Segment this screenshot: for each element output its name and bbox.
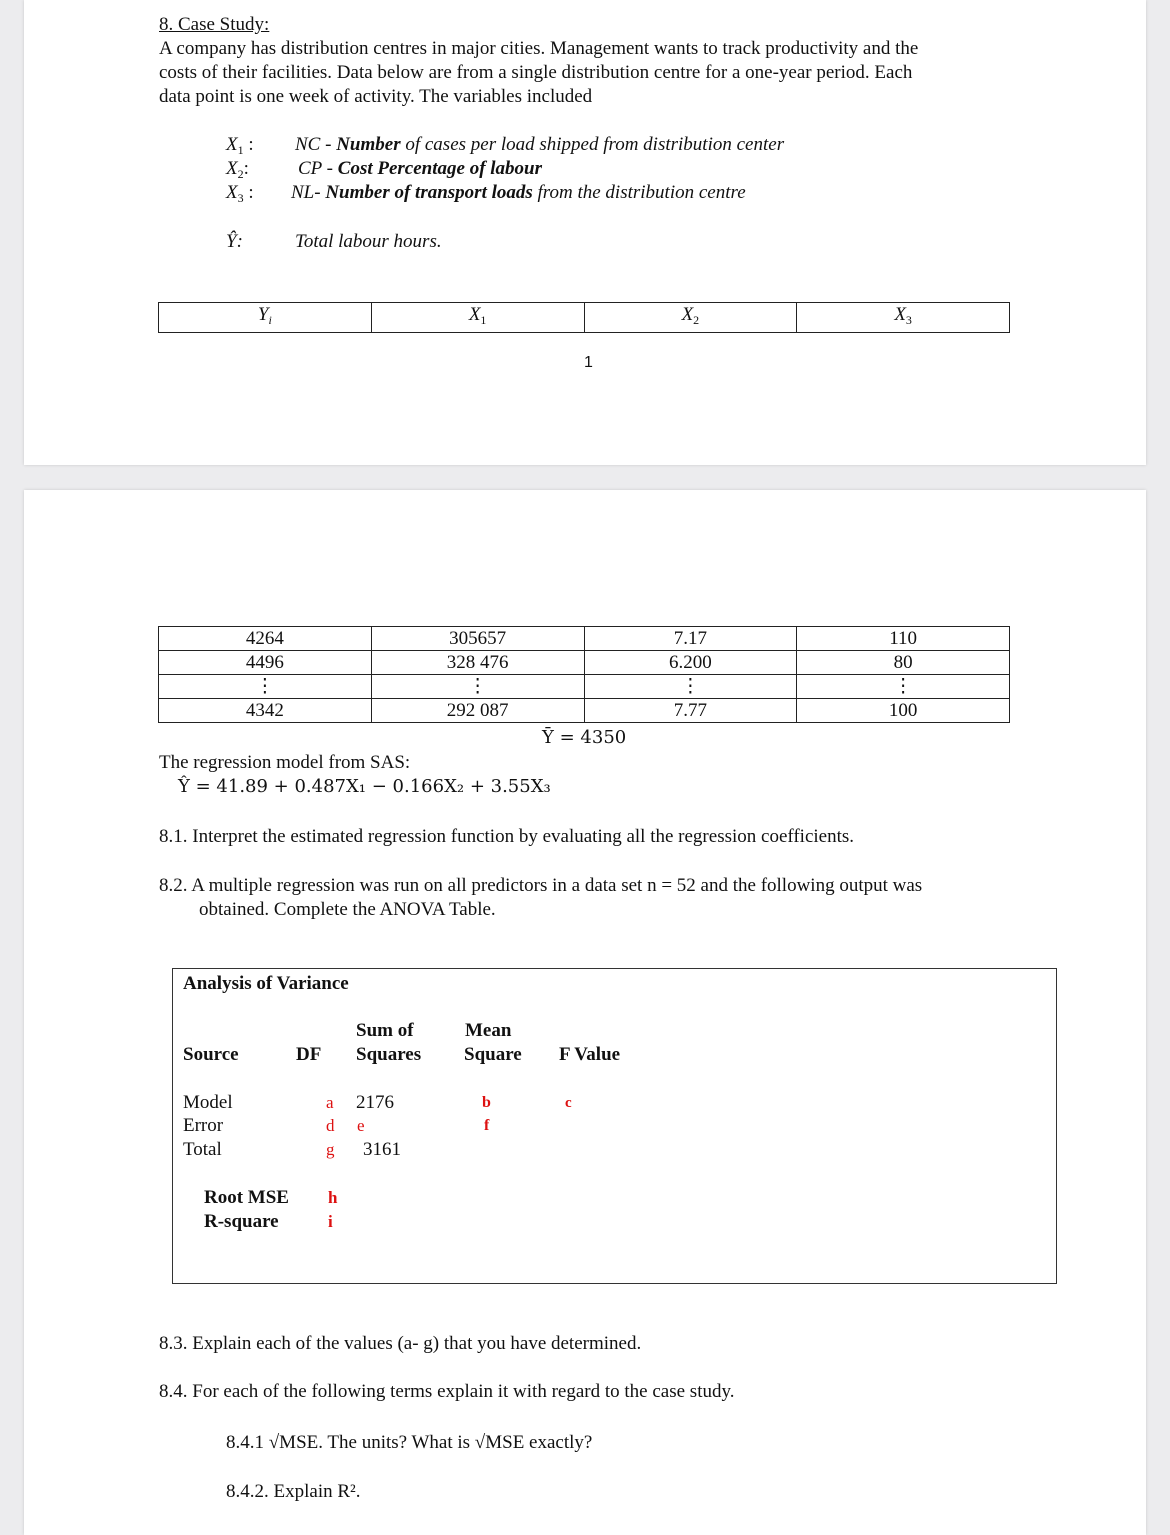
anova-source-total: Total [183, 1139, 222, 1160]
table-row [159, 699, 1010, 723]
anova-error-ms: f [484, 1117, 490, 1134]
page-2 [24, 490, 1146, 1535]
anova-header-ss-bottom: Squares [356, 1044, 422, 1065]
table-cell: 7.17 [584, 627, 797, 651]
page-1 [24, 0, 1146, 465]
table-cell: 100 [797, 699, 1010, 723]
root-mse-value: h [328, 1188, 338, 1207]
var-x3-description: NL- Number of transport loads from the distribution centre [291, 182, 746, 203]
table-cell: 292 087 [371, 699, 584, 723]
anova-header-source: Source [183, 1044, 239, 1065]
anova-model-f: c [565, 1095, 572, 1111]
question-8-2-line-1: 8.2. A multiple regression was run on all predictors in a data set n = 52 and the following output was [159, 875, 923, 896]
table-cell: 4496 [159, 651, 372, 675]
anova-model-df: a [326, 1093, 334, 1112]
case-study-heading: 8. Case Study: [159, 14, 270, 35]
table-header-row [159, 303, 1010, 333]
table-row [159, 675, 1010, 699]
intro-line-3: data point is one week of activity. The variables included [159, 86, 593, 107]
question-8-4: 8.4. For each of the following terms explain it with regard to the case study. [159, 1381, 735, 1402]
anova-source-error: Error [183, 1115, 224, 1136]
anova-table [172, 968, 1057, 1284]
regression-equation: Ŷ = 41.89 + 0.487X₁ − 0.166X₂ + 3.55X₃ [178, 776, 551, 797]
header-cell-x3: $X_3$ [797, 303, 1010, 333]
root-mse-label: Root MSE [204, 1187, 289, 1208]
table-cell: 80 [797, 651, 1010, 675]
anova-error-df: d [326, 1116, 335, 1135]
question-8-2-line-2: obtained. Complete the ANOVA Table. [199, 899, 496, 920]
question-8-1: 8.1. Interpret the estimated regression function by evaluating all the regression coefficients. [159, 826, 855, 847]
yhat-description: Total labour hours. [295, 231, 442, 252]
anova-header-ss-top: Sum of [356, 1020, 414, 1041]
var-x2-description: CP - Cost Percentage of labour [298, 158, 543, 179]
table-cell: ⋮ [797, 675, 1010, 699]
anova-header-ms-bottom: Square [464, 1044, 522, 1065]
ybar-value: Ȳ = 4350 [542, 727, 627, 748]
anova-header-df: DF [296, 1044, 322, 1065]
question-8-3: 8.3. Explain each of the values (a- g) that you have determined. [159, 1333, 642, 1354]
table-cell: ⋮ [159, 675, 372, 699]
data-table-body [158, 626, 1010, 723]
table-cell: 110 [797, 627, 1010, 651]
header-cell-x1: $X_1$ [371, 303, 584, 333]
yhat-symbol: Ŷ: [226, 231, 243, 252]
header-cell-x2: $X_2$ [584, 303, 797, 333]
var-x3-symbol: $X_3$ : [226, 182, 254, 205]
anova-header-ms-top: Mean [465, 1020, 512, 1041]
intro-line-1: A company has distribution centres in major cities. Management wants to track productivity and the [159, 38, 919, 59]
table-row [159, 627, 1010, 651]
table-cell: ⋮ [371, 675, 584, 699]
table-cell: ⋮ [584, 675, 797, 699]
question-8-4-2: 8.4.2. Explain R². [226, 1481, 361, 1502]
intro-line-2: costs of their facilities. Data below are from a single distribution centre for a one-year period. Each [159, 62, 913, 83]
var-x1-description: NC - Number of cases per load shipped from distribution center [295, 134, 785, 155]
anova-total-ss: 3161 [363, 1139, 401, 1160]
table-cell: 4342 [159, 699, 372, 723]
table-cell: 7.77 [584, 699, 797, 723]
header-cell-yi: $Y_i$ [159, 303, 372, 333]
table-cell: 4264 [159, 627, 372, 651]
anova-header-f: F Value [559, 1044, 621, 1065]
anova-title: Analysis of Variance [183, 973, 349, 994]
anova-total-df: g [326, 1140, 335, 1159]
question-8-4-1: 8.4.1 √MSE. The units? What is √MSE exactly? [226, 1432, 593, 1453]
anova-model-ss: 2176 [356, 1092, 394, 1113]
table-cell: 6.200 [584, 651, 797, 675]
anova-source-model: Model [183, 1092, 233, 1113]
var-x2-symbol: $X_2$: [226, 158, 249, 181]
rsquare-label: R-square [204, 1211, 279, 1232]
table-cell: 305657 [371, 627, 584, 651]
anova-model-ms: b [482, 1094, 491, 1111]
table-cell: 328 476 [371, 651, 584, 675]
page-number: 1 [584, 354, 593, 371]
anova-error-ss: e [357, 1116, 365, 1135]
data-table-header [158, 302, 1010, 333]
var-x1-symbol: $X_1$ : [226, 134, 254, 157]
regression-intro: The regression model from SAS: [159, 752, 411, 773]
rsquare-value: i [328, 1212, 333, 1231]
table-row [159, 651, 1010, 675]
